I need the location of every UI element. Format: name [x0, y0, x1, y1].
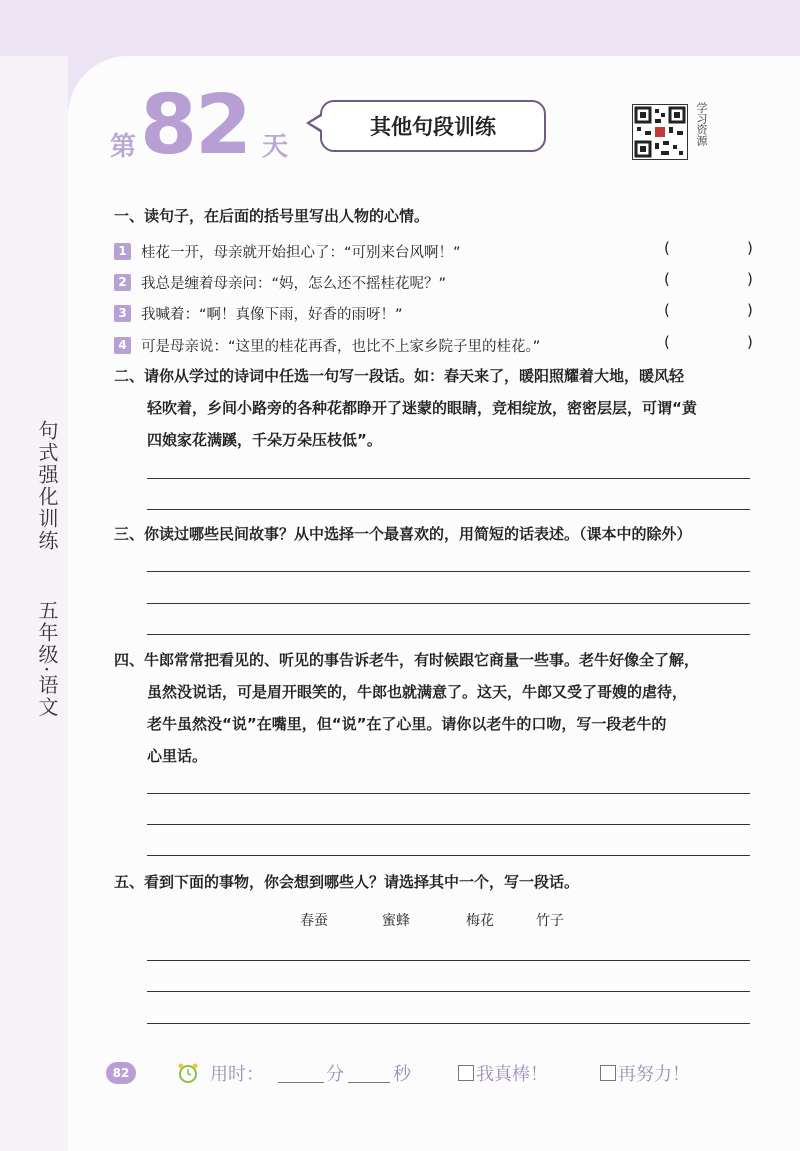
s1-item-3-text: 我喊着：“啊！真像下雨，好香的雨呀！”	[141, 306, 403, 323]
section-2-line-1: 二、请你从学过的诗词中任选一句写一段话。如：春天来了，暖阳照耀着大地，暖风轻	[114, 367, 685, 385]
answer-paren-close-4: )	[747, 333, 753, 351]
s1-item-2-text: 我总是缠着母亲问：“妈，怎么还不摇桂花呢？”	[141, 275, 447, 292]
answer-line[interactable]	[147, 509, 750, 510]
seconds-blank[interactable]	[348, 1082, 390, 1083]
answer-line[interactable]	[147, 1023, 750, 1024]
item-number-badge: 2	[114, 274, 131, 291]
qr-code-icon[interactable]	[632, 104, 688, 160]
side-subject-label: 句式强化训练	[35, 420, 59, 552]
s1-item-3	[114, 302, 403, 324]
item-number-badge: 1	[114, 243, 131, 260]
prompt-word-bee: 蜜蜂	[382, 913, 410, 929]
item-number-badge: 4	[114, 337, 131, 354]
section-4-line-3: 老牛虽然没“说”在嘴里，但“说”在了心里。请你以老牛的口吻，写一段老牛的	[147, 715, 667, 733]
s1-item-4-text: 可是母亲说：“这里的桂花再香，也比不上家乡院子里的桂花。”	[141, 338, 541, 355]
alarm-clock-icon	[177, 1062, 199, 1088]
item-number-badge: 3	[114, 305, 131, 322]
page-number: 82	[106, 1062, 136, 1084]
answer-paren-close-1: )	[747, 239, 753, 257]
s1-item-1-text: 桂花一开，母亲就开始担心了：“可别来台风啊！”	[141, 244, 461, 261]
answer-line[interactable]	[147, 824, 750, 825]
minute-label: 分	[326, 1064, 344, 1085]
answer-line[interactable]	[147, 571, 750, 572]
section-4-line-2: 虽然没说话，可是眉开眼笑的，牛郎也就满意了。这天，牛郎又受了哥嫂的虐待，	[147, 683, 688, 701]
side-grade-label: 五年级·语文	[35, 600, 59, 719]
section-2-line-3: 四娘家花满蹊，千朵万朵压枝低”。	[147, 431, 382, 449]
worksheet-title: 其他句段训练	[320, 100, 546, 152]
answer-line[interactable]	[147, 991, 750, 992]
section-3-question: 三、你读过哪些民间故事？从中选择一个最喜欢的，用简短的话表述。（课本中的除外）	[114, 525, 692, 543]
section-4-line-4: 心里话。	[147, 747, 208, 765]
answer-paren-close-2: )	[747, 270, 753, 288]
answer-line[interactable]	[147, 603, 750, 604]
day-suffix: 天	[262, 132, 289, 162]
answer-paren-open-4: (	[664, 333, 670, 351]
answer-line[interactable]	[147, 478, 750, 479]
section-1-question: 一、读句子，在后面的括号里写出人物的心情。	[114, 207, 430, 225]
qr-label: 学习资源	[695, 102, 708, 146]
prompt-word-spring-silkworm: 春蚕	[300, 913, 328, 929]
try-harder-label: 再努力！	[618, 1064, 690, 1085]
prompt-word-bamboo: 竹子	[536, 913, 564, 929]
answer-paren-open-1: (	[664, 239, 670, 257]
minutes-blank[interactable]	[278, 1082, 324, 1083]
great-checkbox[interactable]	[458, 1065, 474, 1081]
day-number: 82	[140, 78, 251, 173]
answer-line[interactable]	[147, 793, 750, 794]
s1-item-1	[114, 240, 461, 262]
prompt-word-plum-blossom: 梅花	[466, 913, 494, 929]
s1-item-4	[114, 334, 540, 356]
answer-line[interactable]	[147, 855, 750, 856]
answer-paren-close-3: )	[747, 301, 753, 319]
second-label: 秒	[393, 1064, 411, 1085]
answer-line[interactable]	[147, 960, 750, 961]
answer-line[interactable]	[147, 634, 750, 635]
great-label: 我真棒！	[476, 1064, 548, 1085]
section-2-line-2: 轻吹着，乡间小路旁的各种花都睁开了迷蒙的眼睛，竞相绽放，密密层层，可谓“黄	[147, 399, 697, 417]
answer-paren-open-3: (	[664, 301, 670, 319]
day-prefix: 第	[110, 132, 137, 162]
s1-item-2	[114, 271, 446, 293]
time-label: 用时：	[210, 1064, 264, 1085]
title-bubble-tail-inner	[310, 116, 322, 130]
try-harder-checkbox[interactable]	[600, 1065, 616, 1081]
answer-paren-open-2: (	[664, 270, 670, 288]
section-5-question: 五、看到下面的事物，你会想到哪些人？请选择其中一个，写一段话。	[114, 873, 580, 891]
section-4-line-1: 四、牛郎常常把看见的、听见的事告诉老牛，有时候跟它商量一些事。老牛好像全了解，	[114, 651, 700, 669]
